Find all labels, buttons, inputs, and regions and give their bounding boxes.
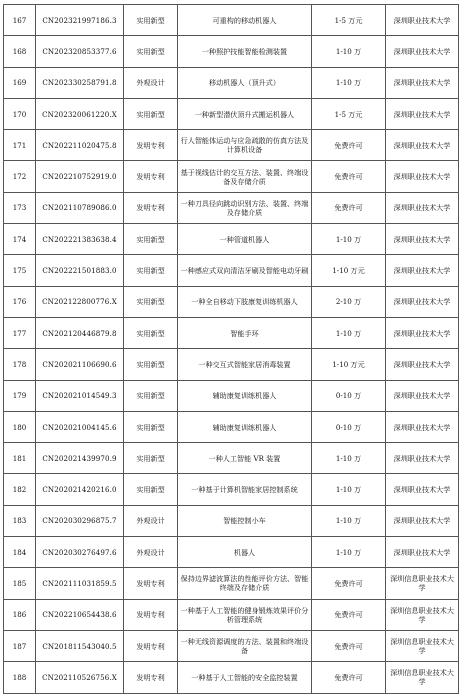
table-row xyxy=(4,474,459,505)
patent-name-cell: 机器人 xyxy=(178,537,312,568)
patent-type-cell: 实用新型 xyxy=(124,98,178,129)
license-fee-cell: 1-5 万元 xyxy=(312,5,386,36)
patent-name-cell: 智能手环 xyxy=(178,317,312,348)
patent-name-cell: 一种全自移动下肢康复训练机器人 xyxy=(178,286,312,317)
patent-number-cell: CN202120446879.8 xyxy=(36,317,124,348)
patent-number-cell: CN202021004145.6 xyxy=(36,411,124,442)
patent-name-cell: 一种基于人工智能的健身锻炼效果评价分析管理系统 xyxy=(178,599,312,630)
row-index-cell: 170 xyxy=(4,98,36,129)
patent-name-cell: 一种交互式智能家居消毒装置 xyxy=(178,349,312,380)
row-index-cell: 174 xyxy=(4,224,36,255)
table-row xyxy=(4,630,459,661)
patent-number-cell: CN202110789086.0 xyxy=(36,192,124,223)
patent-table xyxy=(3,4,459,694)
patent-number-cell: CN202221501883.0 xyxy=(36,255,124,286)
patent-type-cell: 发明专利 xyxy=(124,599,178,630)
patent-number-cell: CN202221383638.4 xyxy=(36,224,124,255)
patent-type-cell: 发明专利 xyxy=(124,662,178,693)
table-row xyxy=(4,443,459,474)
table-row xyxy=(4,5,459,36)
patent-type-cell: 外观设计 xyxy=(124,67,178,98)
patent-number-cell: CN202330258791.8 xyxy=(36,67,124,98)
owner-institution-cell: 深圳职业技术大学 xyxy=(386,224,459,255)
license-fee-cell: 1-10 万 xyxy=(312,67,386,98)
row-index-cell: 183 xyxy=(4,505,36,536)
patent-type-cell: 实用新型 xyxy=(124,224,178,255)
table-row xyxy=(4,349,459,380)
row-index-cell: 168 xyxy=(4,36,36,67)
owner-institution-cell: 深圳职业技术大学 xyxy=(386,349,459,380)
table-row xyxy=(4,192,459,223)
license-fee-cell: 1-10 万元 xyxy=(312,349,386,380)
license-fee-cell: 免费许可 xyxy=(312,161,386,192)
row-index-cell: 177 xyxy=(4,317,36,348)
patent-name-cell: 一种新型潜伏顶升式搬运机器人 xyxy=(178,98,312,129)
patent-type-cell: 发明专利 xyxy=(124,192,178,223)
license-fee-cell: 1-10 万 xyxy=(312,36,386,67)
owner-institution-cell: 深圳职业技术大学 xyxy=(386,130,459,161)
owner-institution-cell: 深圳职业技术大学 xyxy=(386,36,459,67)
license-fee-cell: 1-10 万 xyxy=(312,537,386,568)
row-index-cell: 182 xyxy=(4,474,36,505)
patent-name-cell: 一种感应式双向清洁牙刷及智能电动牙刷 xyxy=(178,255,312,286)
patent-type-cell: 实用新型 xyxy=(124,443,178,474)
table-row xyxy=(4,255,459,286)
owner-institution-cell: 深圳职业技术大学 xyxy=(386,474,459,505)
table-row xyxy=(4,505,459,536)
owner-institution-cell: 深圳职业技术大学 xyxy=(386,255,459,286)
owner-institution-cell: 深圳职业技术大学 xyxy=(386,317,459,348)
row-index-cell: 173 xyxy=(4,192,36,223)
patent-type-cell: 外观设计 xyxy=(124,505,178,536)
row-index-cell: 179 xyxy=(4,380,36,411)
row-index-cell: 171 xyxy=(4,130,36,161)
owner-institution-cell: 深圳职业技术大学 xyxy=(386,67,459,98)
owner-institution-cell: 深圳职业技术大学 xyxy=(386,537,459,568)
patent-table-body xyxy=(4,5,459,694)
license-fee-cell: 1-5 万元 xyxy=(312,98,386,129)
owner-institution-cell: 深圳信息职业技术大学 xyxy=(386,630,459,661)
table-row xyxy=(4,224,459,255)
row-index-cell: 167 xyxy=(4,5,36,36)
license-fee-cell: 免费许可 xyxy=(312,662,386,693)
patent-number-cell: CN202320853377.6 xyxy=(36,36,124,67)
table-row xyxy=(4,67,459,98)
license-fee-cell: 2-10 万 xyxy=(312,286,386,317)
patent-name-cell: 移动机器人（顶升式） xyxy=(178,67,312,98)
row-index-cell: 169 xyxy=(4,67,36,98)
patent-name-cell: 一种管道机器人 xyxy=(178,224,312,255)
patent-type-cell: 实用新型 xyxy=(124,474,178,505)
license-fee-cell: 免费许可 xyxy=(312,630,386,661)
patent-type-cell: 实用新型 xyxy=(124,5,178,36)
owner-institution-cell: 深圳职业技术大学 xyxy=(386,5,459,36)
patent-type-cell: 实用新型 xyxy=(124,36,178,67)
patent-name-cell: 一种人工智能 VR 装置 xyxy=(178,443,312,474)
patent-name-cell: 基于视线估计的交互方法、装置、终端设备及存储介质 xyxy=(178,161,312,192)
row-index-cell: 187 xyxy=(4,630,36,661)
license-fee-cell: 1-10 万 xyxy=(312,474,386,505)
table-row xyxy=(4,599,459,630)
patent-number-cell: CN202210654438.6 xyxy=(36,599,124,630)
patent-type-cell: 实用新型 xyxy=(124,255,178,286)
license-fee-cell: 免费许可 xyxy=(312,568,386,599)
patent-number-cell: CN201811543040.5 xyxy=(36,630,124,661)
patent-number-cell: CN202111031859.5 xyxy=(36,568,124,599)
row-index-cell: 172 xyxy=(4,161,36,192)
patent-type-cell: 实用新型 xyxy=(124,317,178,348)
patent-name-cell: 一种基于计算机智能家居控制系统 xyxy=(178,474,312,505)
owner-institution-cell: 深圳职业技术大学 xyxy=(386,192,459,223)
patent-type-cell: 实用新型 xyxy=(124,411,178,442)
table-row xyxy=(4,36,459,67)
patent-type-cell: 实用新型 xyxy=(124,380,178,411)
patent-type-cell: 发明专利 xyxy=(124,130,178,161)
patent-number-cell: CN202110526756.X xyxy=(36,662,124,693)
patent-number-cell: CN202321997186.3 xyxy=(36,5,124,36)
patent-number-cell: CN202030296875.7 xyxy=(36,505,124,536)
patent-type-cell: 实用新型 xyxy=(124,286,178,317)
license-fee-cell: 1-10 万 xyxy=(312,505,386,536)
table-row xyxy=(4,98,459,129)
table-row xyxy=(4,662,459,693)
owner-institution-cell: 深圳职业技术大学 xyxy=(386,411,459,442)
license-fee-cell: 0-10 万 xyxy=(312,411,386,442)
owner-institution-cell: 深圳信息职业技术大学 xyxy=(386,568,459,599)
row-index-cell: 176 xyxy=(4,286,36,317)
patent-name-cell: 辅助康复训练机器人 xyxy=(178,411,312,442)
owner-institution-cell: 深圳信息职业技术大学 xyxy=(386,662,459,693)
row-index-cell: 175 xyxy=(4,255,36,286)
owner-institution-cell: 深圳职业技术大学 xyxy=(386,443,459,474)
row-index-cell: 184 xyxy=(4,537,36,568)
table-row xyxy=(4,537,459,568)
patent-type-cell: 发明专利 xyxy=(124,161,178,192)
owner-institution-cell: 深圳职业技术大学 xyxy=(386,98,459,129)
patent-name-cell: 行人智能体运动与应急疏散的仿真方法及计算机设备 xyxy=(178,130,312,161)
patent-number-cell: CN202021106690.6 xyxy=(36,349,124,380)
patent-type-cell: 发明专利 xyxy=(124,630,178,661)
owner-institution-cell: 深圳职业技术大学 xyxy=(386,161,459,192)
patent-name-cell: 可重构的移动机器人 xyxy=(178,5,312,36)
row-index-cell: 178 xyxy=(4,349,36,380)
table-row xyxy=(4,317,459,348)
patent-number-cell: CN202021014549.3 xyxy=(36,380,124,411)
table-row xyxy=(4,130,459,161)
license-fee-cell: 1-10 万 xyxy=(312,224,386,255)
row-index-cell: 186 xyxy=(4,599,36,630)
owner-institution-cell: 深圳职业技术大学 xyxy=(386,380,459,411)
patent-name-cell: 智能控制小车 xyxy=(178,505,312,536)
owner-institution-cell: 深圳职业技术大学 xyxy=(386,286,459,317)
patent-number-cell: CN202210752919.0 xyxy=(36,161,124,192)
patent-name-cell: 一种无线资源调度的方法、装置和终端设备 xyxy=(178,630,312,661)
patent-name-cell: 辅助康复训练机器人 xyxy=(178,380,312,411)
patent-number-cell: CN202122800776.X xyxy=(36,286,124,317)
patent-type-cell: 发明专利 xyxy=(124,568,178,599)
patent-name-cell: 一种刀具径向跳动识别方法、装置、终端及存储介质 xyxy=(178,192,312,223)
patent-number-cell: CN202021420216.0 xyxy=(36,474,124,505)
row-index-cell: 180 xyxy=(4,411,36,442)
table-row xyxy=(4,380,459,411)
row-index-cell: 181 xyxy=(4,443,36,474)
table-row xyxy=(4,568,459,599)
license-fee-cell: 1-10 万 xyxy=(312,443,386,474)
patent-name-cell: 保持边界滤波算法的性能评价方法、智能终端及存储介质 xyxy=(178,568,312,599)
license-fee-cell: 1-10 万元 xyxy=(312,255,386,286)
owner-institution-cell: 深圳信息职业技术大学 xyxy=(386,599,459,630)
table-row xyxy=(4,286,459,317)
patent-name-cell: 一种基于人工智能的安全监控装置 xyxy=(178,662,312,693)
patent-number-cell: CN202211020475.8 xyxy=(36,130,124,161)
patent-type-cell: 实用新型 xyxy=(124,349,178,380)
license-fee-cell: 免费许可 xyxy=(312,599,386,630)
table-row xyxy=(4,161,459,192)
license-fee-cell: 1-10 万 xyxy=(312,317,386,348)
table-row xyxy=(4,411,459,442)
owner-institution-cell: 深圳职业技术大学 xyxy=(386,505,459,536)
patent-number-cell: CN202021439970.9 xyxy=(36,443,124,474)
license-fee-cell: 0-10 万 xyxy=(312,380,386,411)
row-index-cell: 185 xyxy=(4,568,36,599)
license-fee-cell: 免费许可 xyxy=(312,192,386,223)
license-fee-cell: 免费许可 xyxy=(312,130,386,161)
patent-number-cell: CN202320061220.X xyxy=(36,98,124,129)
patent-number-cell: CN202030276497.6 xyxy=(36,537,124,568)
row-index-cell: 188 xyxy=(4,662,36,693)
patent-name-cell: 一种照护技能智能检测装置 xyxy=(178,36,312,67)
patent-type-cell: 外观设计 xyxy=(124,537,178,568)
